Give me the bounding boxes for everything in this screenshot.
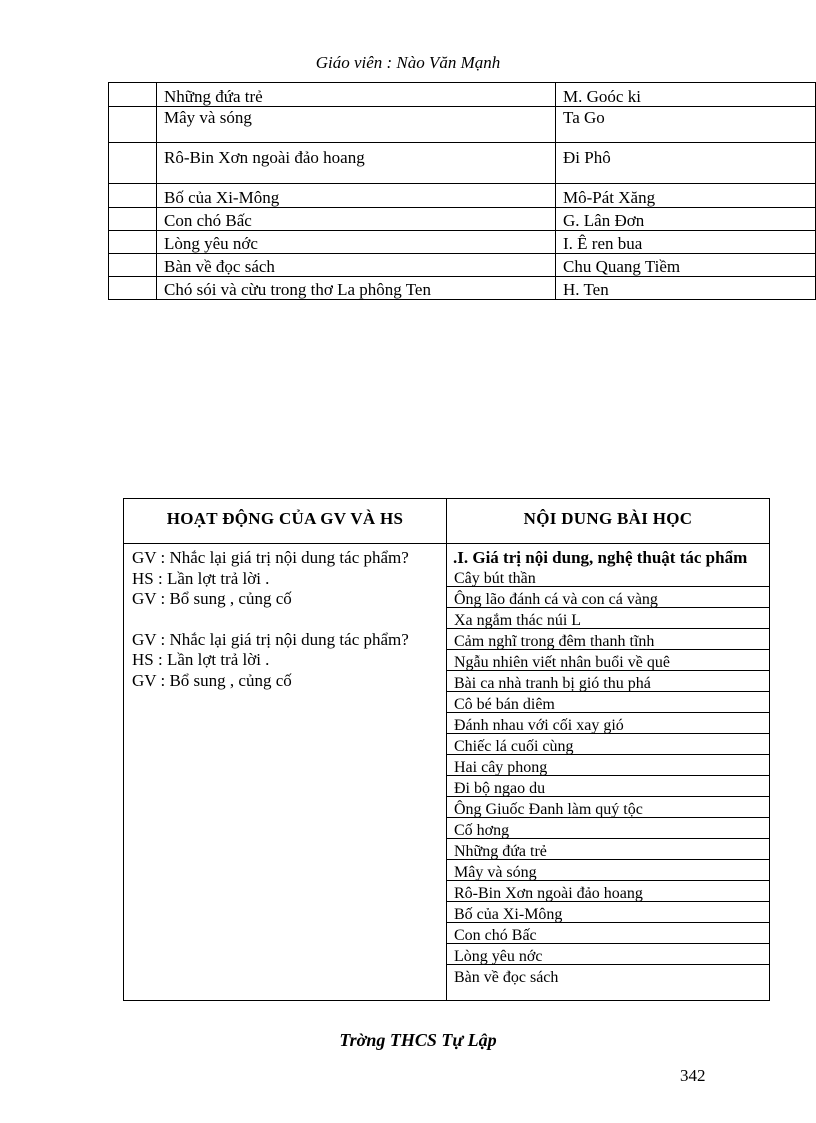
work-title-cell: Bàn về đọc sách — [157, 254, 556, 277]
author-cell: Ta Go — [556, 107, 816, 143]
author-cell: G. Lân Đơn — [556, 208, 816, 231]
index-cell — [109, 277, 157, 300]
work-title-cell: Lòng yêu nớc — [157, 231, 556, 254]
activities-header: HOẠT ĐỘNG CỦA GV VÀ HS — [124, 499, 447, 544]
index-cell — [109, 254, 157, 277]
index-cell — [109, 107, 157, 143]
works-authors-table — [108, 82, 816, 300]
author-cell: H. Ten — [556, 277, 816, 300]
page-header-teacher: Giáo viên : Nào Văn Mạnh — [315, 53, 501, 72]
content-cell — [447, 544, 770, 1001]
list-item: Bài ca nhà tranh bị gió thu phá — [447, 671, 769, 692]
content-heading: .I. Giá trị nội dung, nghệ thuật tác phẩm — [453, 548, 748, 567]
work-title-cell: Bố của Xi-Mông — [157, 184, 556, 208]
list-item: Rô-Bin Xơn ngoài đảo hoang — [447, 881, 769, 902]
index-cell — [109, 143, 157, 184]
list-item: Con chó Bấc — [447, 923, 769, 944]
content-header: NỘI DUNG BÀI HỌC — [447, 499, 770, 544]
table-row — [109, 277, 816, 300]
activities-cell — [124, 544, 447, 1001]
list-item: Hai cây phong — [447, 755, 769, 776]
work-title-cell: Con chó Bấc — [157, 208, 556, 231]
list-item: Chiếc lá cuối cùng — [447, 734, 769, 755]
index-cell — [109, 83, 157, 107]
list-item: Cây bút thần — [447, 566, 769, 587]
table-row — [109, 254, 816, 277]
table-row — [109, 231, 816, 254]
index-cell — [109, 208, 157, 231]
list-item: Lòng yêu nớc — [447, 944, 769, 965]
list-item: Đánh nhau với cối xay gió — [447, 713, 769, 734]
activity-line: GV : Nhắc lại giá trị nội dung tác phẩm? — [132, 548, 409, 567]
author-cell: M. Goóc ki — [556, 83, 816, 107]
activity-line: HS : Lần lợt trả lời . — [132, 568, 270, 588]
list-item: Ông Giuốc Đanh làm quý tộc — [447, 797, 769, 818]
author-cell: Đi Phô — [556, 143, 816, 184]
list-item: Ông lão đánh cá và con cá vàng — [447, 587, 769, 608]
list-item: Cô bé bán diêm — [447, 692, 769, 713]
activity-line: GV : Bổ sung , củng cố — [132, 670, 292, 690]
lesson-table — [123, 498, 770, 1001]
page-number: 342 — [680, 1066, 706, 1085]
table-row — [109, 143, 816, 184]
spacer — [132, 610, 446, 630]
table-row — [109, 107, 816, 143]
list-item: Cố hơng — [447, 818, 769, 839]
table-row — [109, 184, 816, 208]
work-title-cell: Những đứa trẻ — [157, 83, 556, 107]
list-item: Bố của Xi-Mông — [447, 902, 769, 923]
author-cell: Chu Quang Tiềm — [556, 254, 816, 277]
table-row — [109, 83, 816, 107]
index-cell — [109, 231, 157, 254]
activities-text — [124, 544, 446, 691]
list-item: Đi bộ ngao du — [447, 776, 769, 797]
work-title-cell: Rô-Bin Xơn ngoài đảo hoang — [157, 143, 556, 184]
table-row — [109, 208, 816, 231]
activity-line: GV : Bổ sung , củng cố — [132, 589, 292, 608]
activity-line: GV : Nhắc lại giá trị nội dung tác phẩm? — [132, 629, 409, 649]
author-cell: I. Ê ren bua — [556, 231, 816, 254]
activity-line: HS : Lần lợt trả lời . — [132, 650, 270, 669]
list-item: Ngẫu nhiên viết nhân buổi về quê — [447, 650, 769, 671]
list-item: Xa ngắm thác núi L — [447, 608, 769, 629]
index-cell — [109, 184, 157, 208]
list-item: Cảm nghĩ trong đêm thanh tĩnh — [447, 629, 769, 650]
list-item: Bàn về đọc sách — [454, 969, 559, 986]
work-title-cell: Mây và sóng — [157, 107, 556, 143]
author-cell: Mô-Pát Xăng — [556, 184, 816, 208]
list-item: Mây và sóng — [447, 860, 769, 881]
content-list — [447, 566, 769, 986]
list-item: Những đứa trẻ — [447, 839, 769, 860]
footer-school-name: Trờng THCS Tự Lập — [339, 1030, 497, 1050]
work-title-cell: Chó sói và cừu trong thơ La phông Ten — [157, 277, 556, 300]
